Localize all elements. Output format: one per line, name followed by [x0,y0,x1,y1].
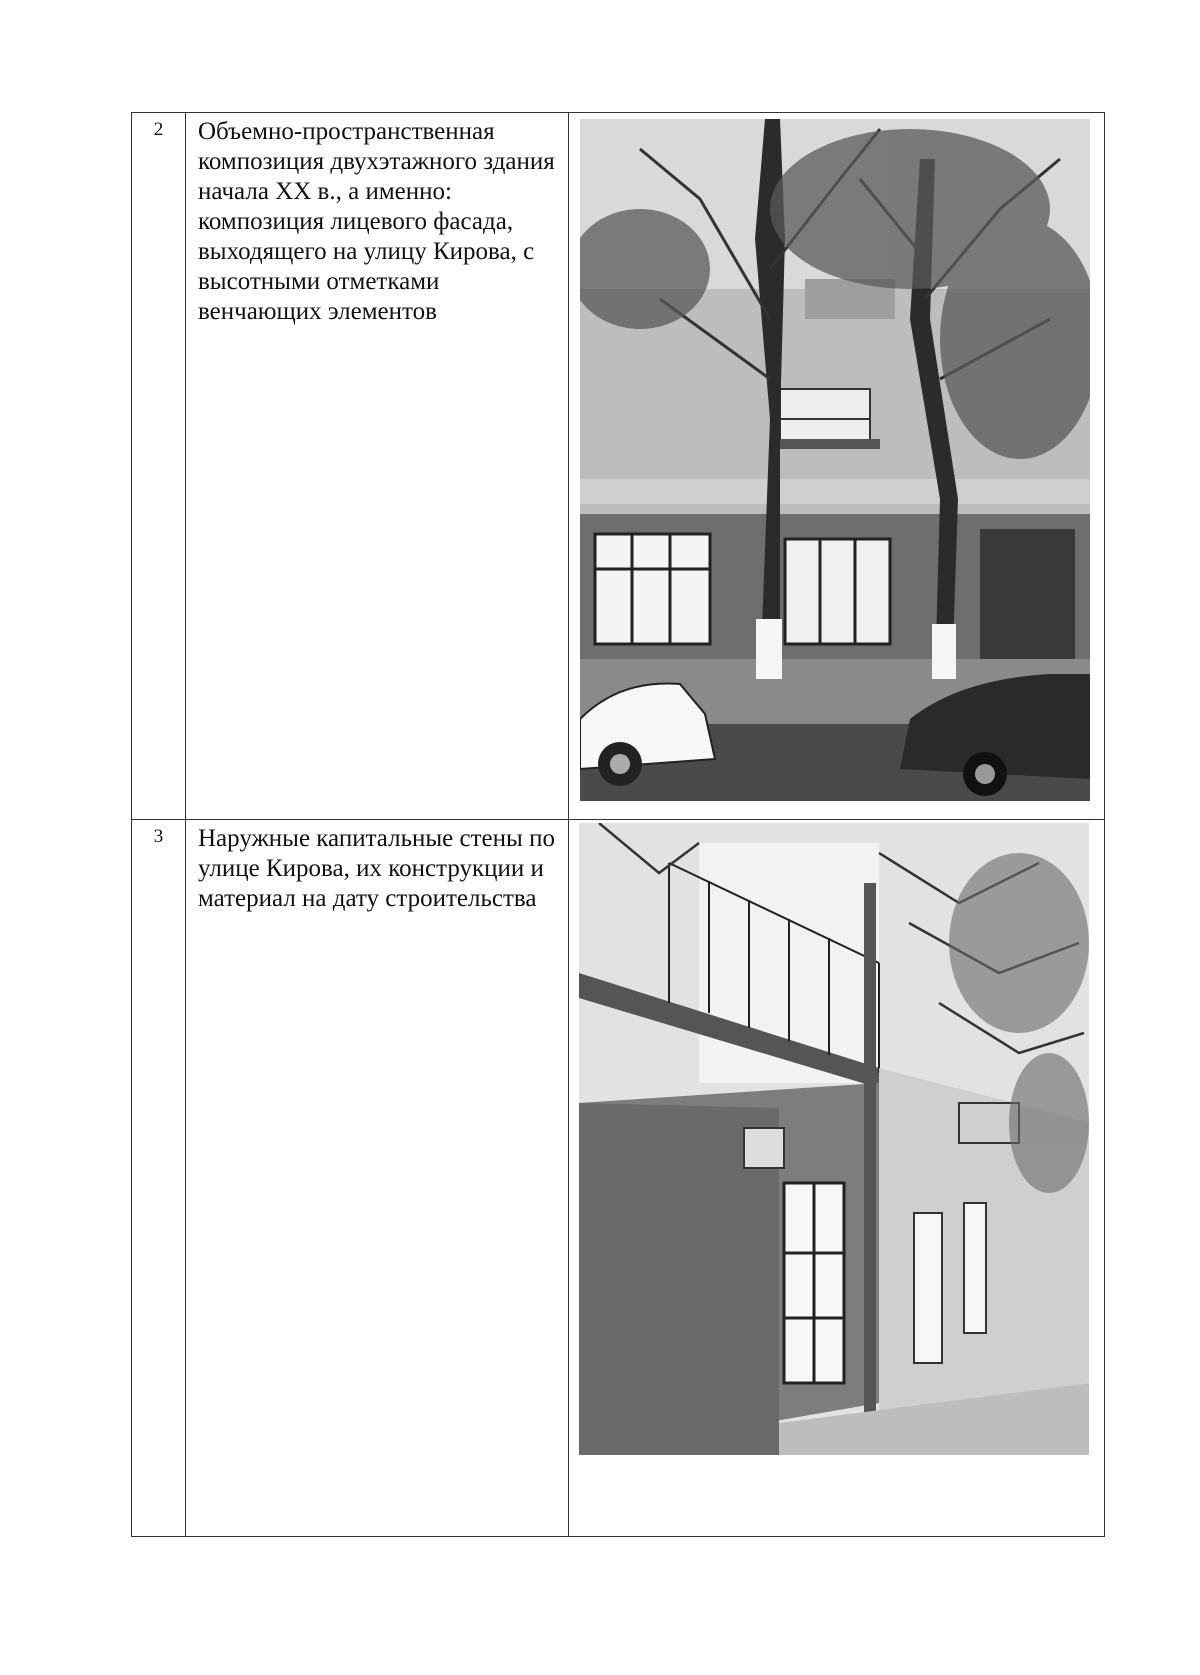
table-row [132,113,1105,820]
document-table [131,112,1105,1537]
row-description: Наружные капитальные стены по улице Кирова, их конструкции и материал на дату строительства [186,820,569,1537]
building-facade-photo-icon [580,119,1090,801]
table-row [132,820,1105,1537]
row-number: 3 [132,820,186,1537]
building-wall-photo-icon [579,823,1089,1455]
photo-cell [569,820,1105,1537]
photo-cell [569,113,1105,820]
row-number: 2 [132,113,186,820]
row-description: Объемно-пространственная композиция двухэтажного здания начала XX в., а именно: композиция лицевого фасада, выходящего на улицу Кирова, с высотными отметками венчающих элементов [186,113,569,820]
